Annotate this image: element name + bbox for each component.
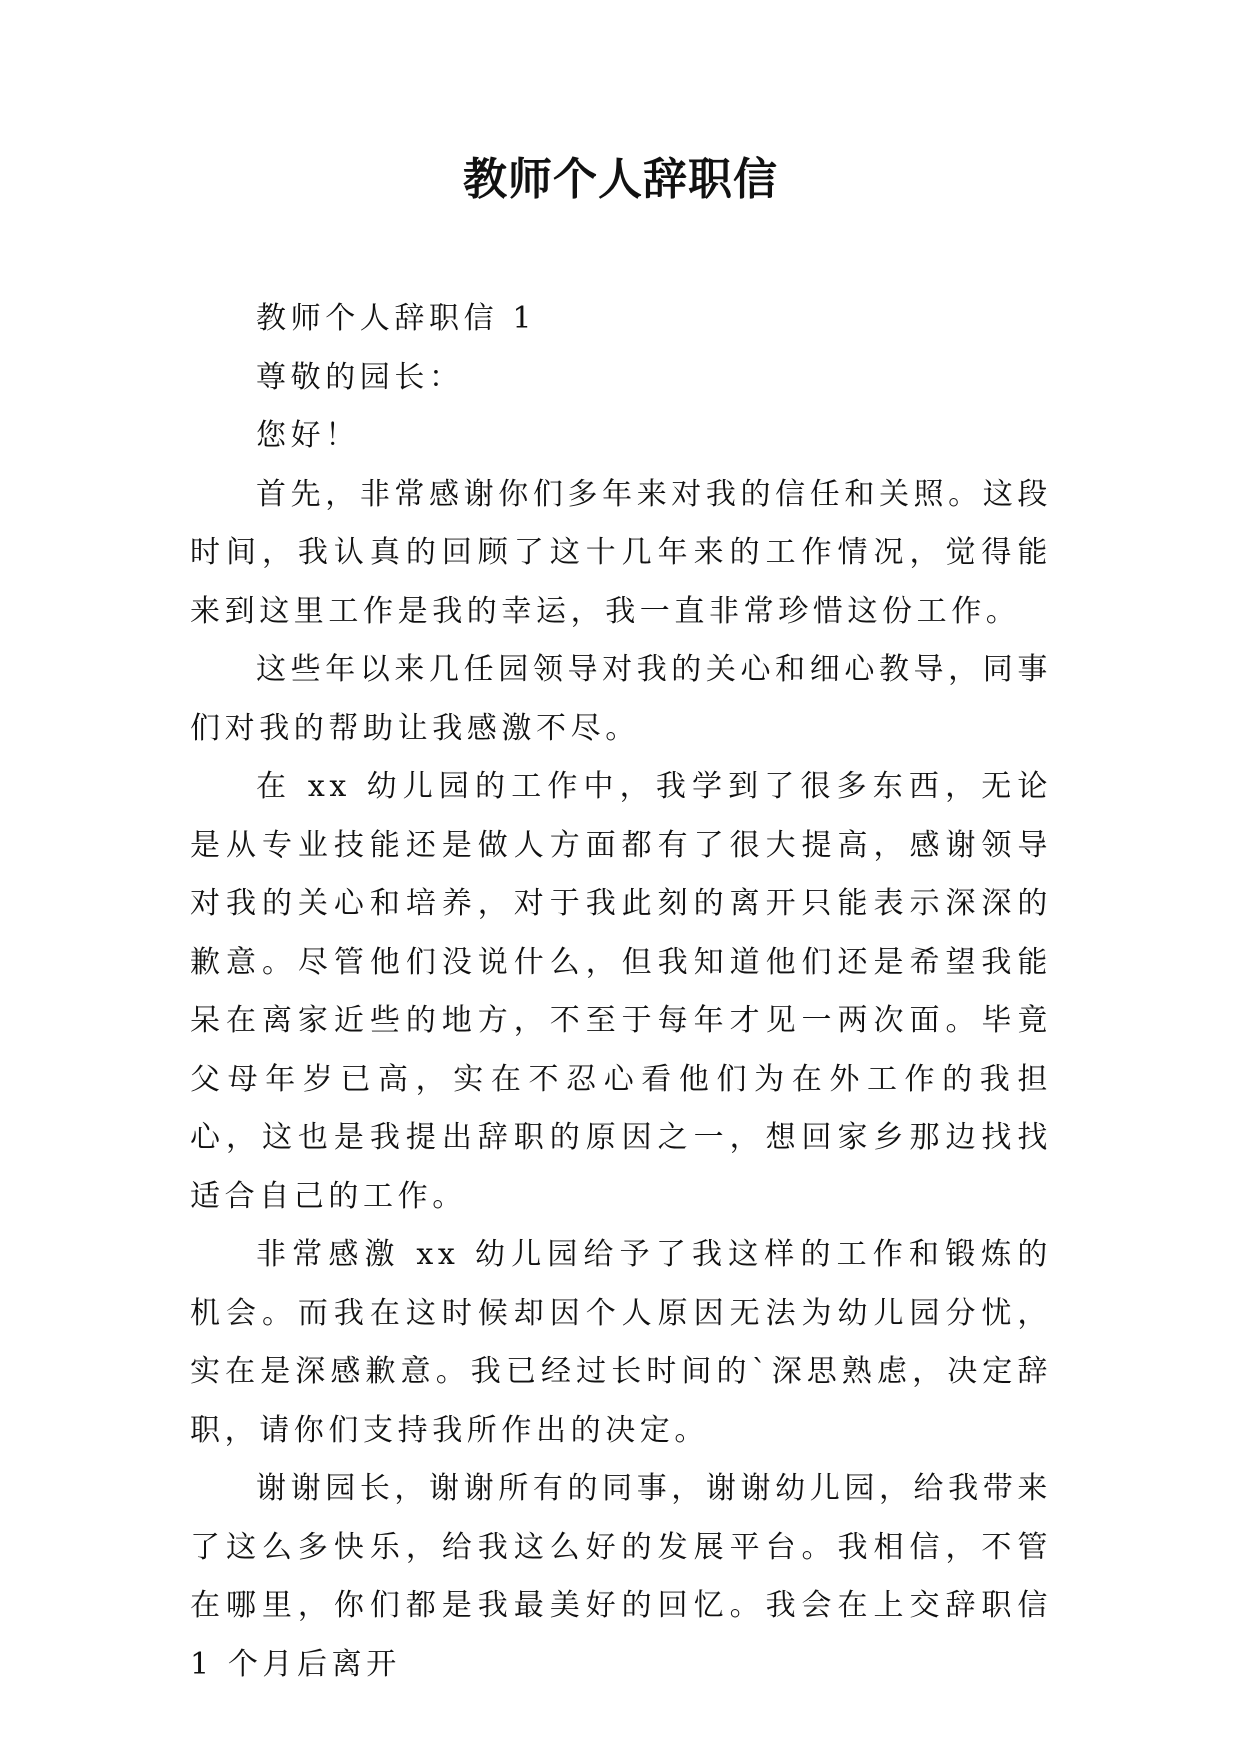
document-body <box>190 290 1052 1694</box>
body-paragraph: 谢谢园长，谢谢所有的同事，谢谢幼儿园，给我带来了这么多快乐，给我这么好的发展平台。我相信，不管在哪里，你们都是我最美好的回忆。我会在上交辞职信 1 个月后离开 <box>190 1471 1052 1682</box>
body-paragraph: 非常感激 xx 幼儿园给予了我这样的工作和锻炼的机会。而我在这时候却因个人原因无法为幼儿园分忧，实在是深感歉意。我已经过长时间的`深思熟虑，决定辞职，请你们支持我所作出的决定。 <box>190 1237 1052 1448</box>
body-paragraph: 在 xx 幼儿园的工作中，我学到了很多东西，无论是从专业技能还是做人方面都有了很大提高，感谢领导对我的关心和培养，对于我此刻的离开只能表示深深的歉意。尽管他们没说什么，但我知道他们还是希望我能呆在离家近些的地方，不至于每年才见一两次面。毕竟父母年岁已高，实在不忍心看他们为在外工作的我担心，这也是我提出辞职的原因之一，想回家乡那边找找适合自己的工作。 <box>190 769 1052 1214</box>
letter-heading: 教师个人辞职信 1 <box>256 301 537 336</box>
salutation: 尊敬的园长： <box>256 359 464 395</box>
body-paragraph: 这些年以来几任园领导对我的关心和细心教导，同事们对我的帮助让我感激不尽。 <box>190 652 1052 746</box>
document-title: 教师个人辞职信 <box>463 154 778 205</box>
body-paragraph: 首先，非常感谢你们多年来对我的信任和关照。这段时间，我认真的回顾了这十几年来的工作情况，觉得能来到这里工作是我的幸运，我一直非常珍惜这份工作。 <box>190 476 1052 629</box>
greeting: 您好！ <box>256 418 360 453</box>
